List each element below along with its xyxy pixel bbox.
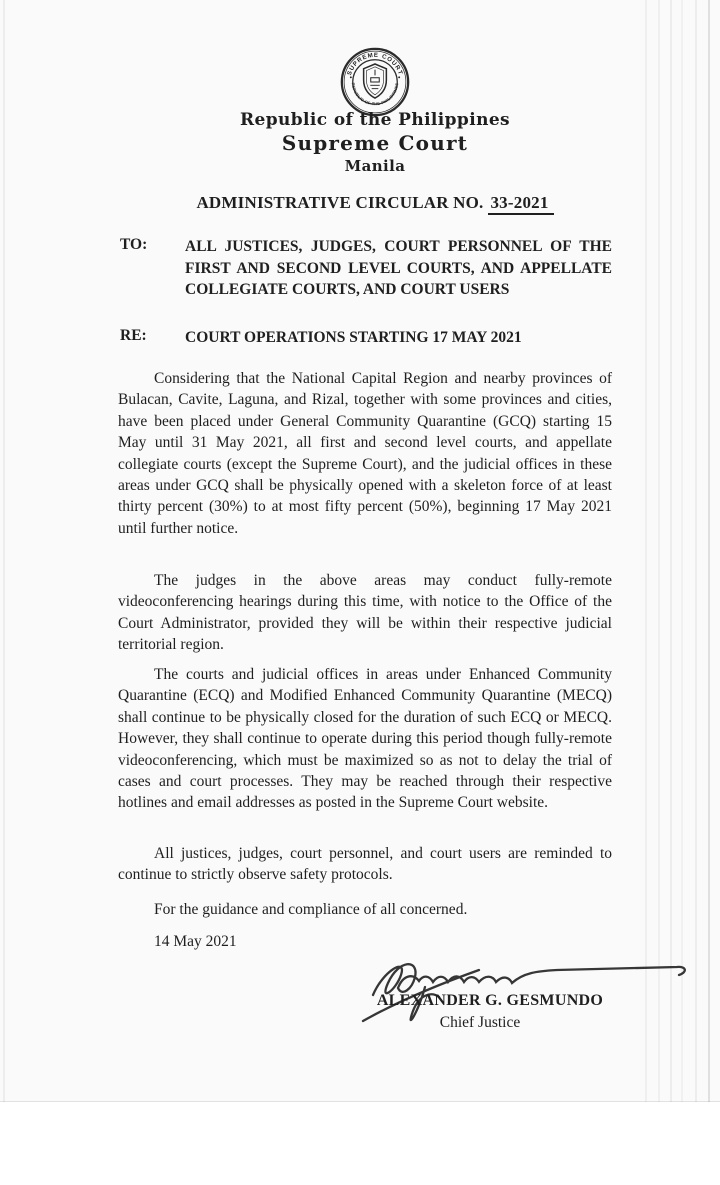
seal-shield [364,64,387,98]
body-paragraph: Considering that the National Capital Region and nearby provinces of Bulacan, Cavite, Laguna, and Rizal, together with some provinces and cities, have been placed under General Community Quarantine (GCQ) starting 15 May until 31 May 2021, all first and second level courts, and appellate collegiate courts (except the Supreme Court), and the judicial offices in these areas under GCQ shall be physically opened with a skeleton force of at least thirty percent (30%) to at most fifty percent (50%), beginning 17 May 2021 until further notice. [118,370,612,537]
closing-paragraph: For the guidance and compliance of all concerned. [154,901,468,918]
svg-text:REPUBLIC OF THE PHILIPPINES [351,82,399,106]
seal-bottom-text: REPUBLIC OF THE PHILIPPINES [350,82,400,107]
to-text: ALL JUSTICES, JUDGES, COURT PERSONNEL OF THE FIRST AND SECOND LEVEL COURTS, AND APPELLATE COLLEGIATE COURTS, AND COURT USERS [185,238,612,298]
seal-top-text: SUPREME COURT [346,52,404,77]
signatory-name: ALEXANDER G. GESMUNDO [376,992,604,1009]
body-paragraph: All justices, judges, court personnel, and court users are reminded to continue to strictly observe safety protocols. [118,845,612,884]
re-text: COURT OPERATIONS STARTING 17 MAY 2021 [185,329,522,346]
letterhead-republic: Republic of the Philippines [239,110,511,130]
re-label: RE: [120,327,147,344]
letterhead [30,110,720,175]
circular-title [30,193,720,213]
to-label: TO: [120,236,148,253]
body-paragraph: The courts and judicial offices in areas under Enhanced Community Quarantine (ECQ) and Modified Enhanced Community Quarantine (MECQ) shall continue to be physically closed for the duration of such ECQ or MECQ. However, they shall continue to operate during this period though fully-remote videoconferencing, which must be maximized so as not to delay the trial of cases and court processes. They may be reached through their respective hotlines and email addresses as posted in the Supreme Court website. [118,666,612,812]
body-paragraph: The judges in the above areas may conduct fully-remote videoconferencing hearings during this time, with notice to the Office of the Court Administrator, provided they will be within their respective judicial territorial region. [118,572,612,654]
supreme-court-seal-icon [339,46,411,118]
date-line: 14 May 2021 [154,933,237,950]
circular-title-prefix: ADMINISTRATIVE CIRCULAR NO. [196,193,484,212]
signatory-title: Chief Justice [439,1014,521,1031]
scan-streak [3,0,5,1102]
letterhead-court: Supreme Court [281,131,469,155]
circular-number: 33-2021 [488,193,553,215]
letterhead-city: Manila [344,157,406,175]
